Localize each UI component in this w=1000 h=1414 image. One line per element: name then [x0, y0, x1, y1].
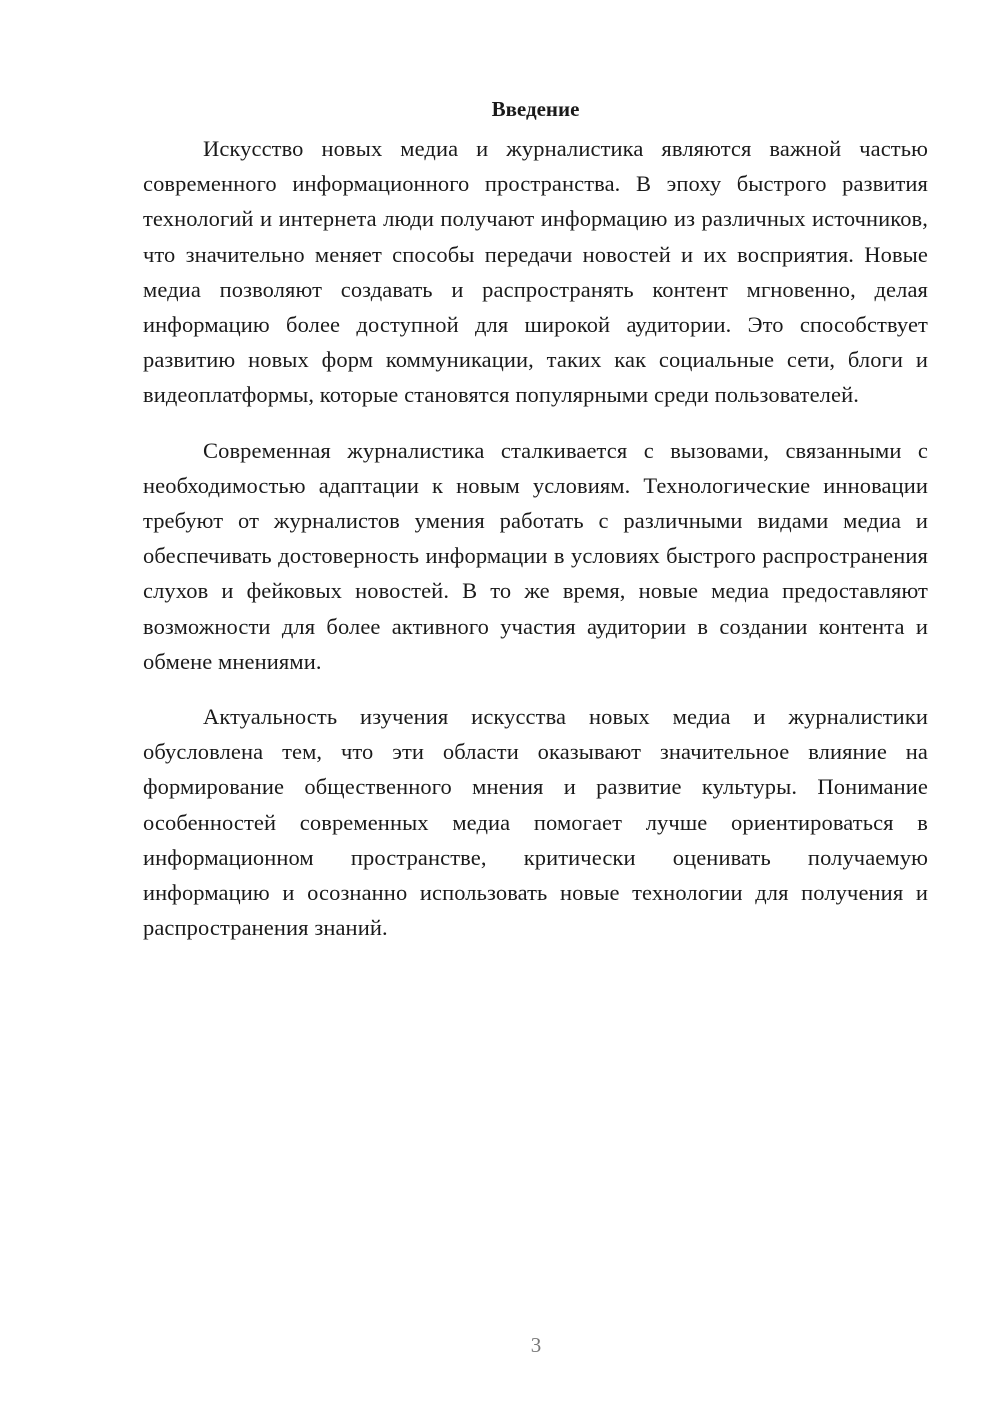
paragraph-2: Современная журналистика сталкивается с вызовами, связанными с необходимостью адаптации к новым условиям. Технологические инновации требуют от журналистов умения работать с различными видами медиа и обеспечивать достоверность информации в условиях быстрого распространения слухов и фейковых новостей. В то же время, новые медиа предоставляют возможности для более активного участия аудитории в создании контента и обмене мнениями.	[143, 437, 928, 674]
page-number: 3	[530, 1333, 542, 1357]
page-content	[143, 92, 928, 965]
paragraph-3: Актуальность изучения искусства новых медиа и журналистики обусловлена тем, что эти области оказывают значительное влияние на формирование общественного мнения и развитие культуры. Понимание особенностей современных медиа помогает лучше ориентироваться в информационном пространстве, критически оценивать получаемую информацию и осознанно использовать новые технологии для получения и распространения знаний.	[143, 704, 928, 941]
paragraph-1: Искусство новых медиа и журналистика являются важной частью современного информационного пространства. В эпоху быстрого развития технологий и интернета люди получают информацию из различных источников, что значительно меняет способы передачи новостей и их восприятия. Новые медиа позволяют создавать и распространять контент мгновенно, делая информацию более доступной для широкой аудитории. Это способствует развитию новых форм коммуникации, таких как социальные сети, блоги и видеоплатформы, которые становятся популярными среди пользователей.	[143, 136, 928, 408]
page-title: Введение	[491, 97, 580, 121]
